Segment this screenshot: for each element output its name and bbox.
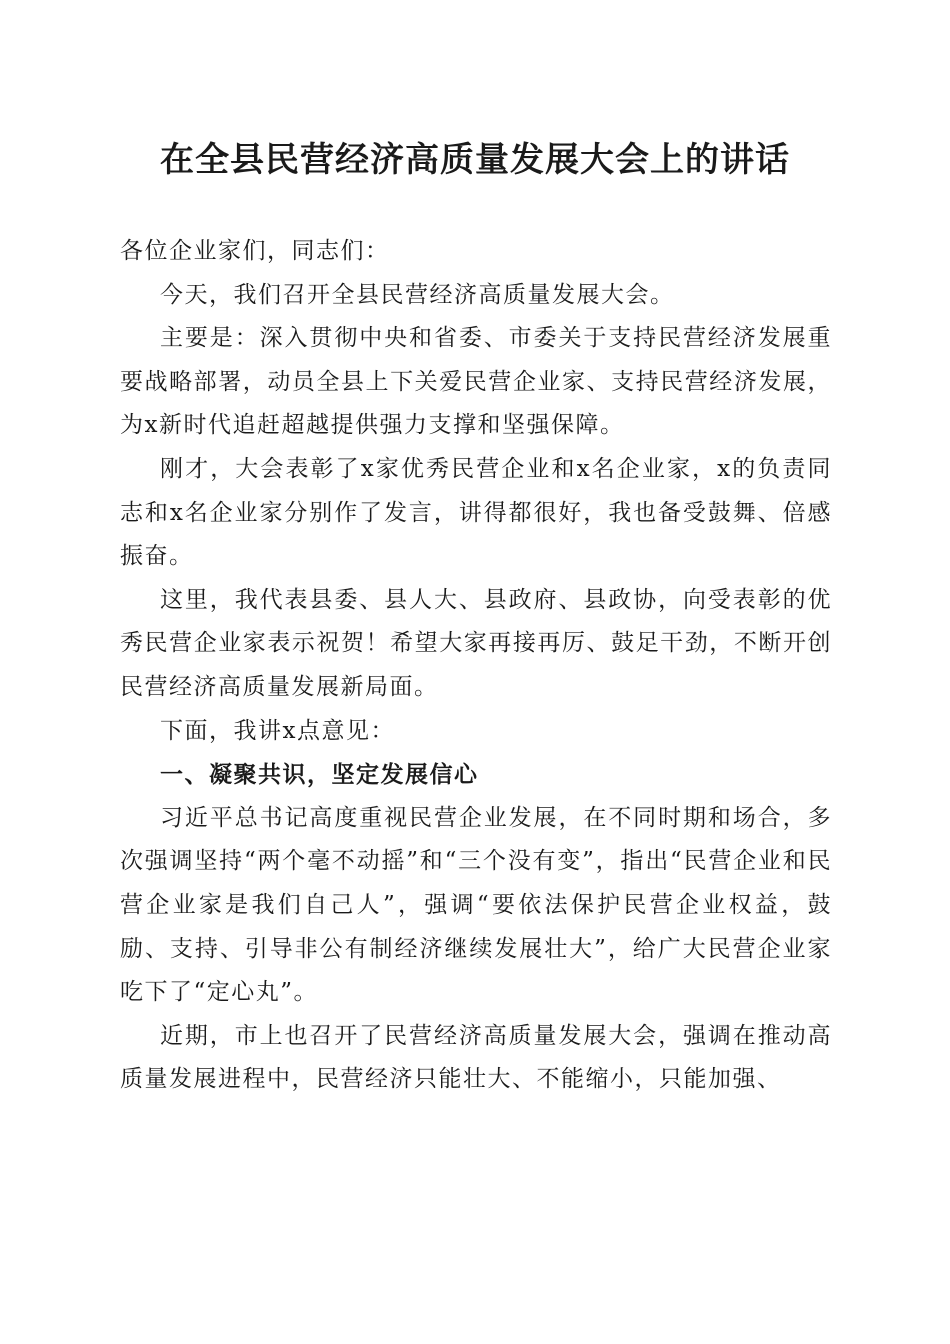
paragraph: 刚才，大会表彰了x家优秀民营企业和x名企业家，x的负责同志和x名企业家分别作了发言，讲得都很好，我也备受鼓舞、倍感振奋。 xyxy=(120,455,832,570)
section-heading: 一、凝聚共识，坚定发展信心 xyxy=(160,761,479,789)
paragraph: 下面，我讲x点意见： xyxy=(160,717,395,744)
paragraph: 近期，市上也召开了民营经济高质量发展大会，强调在推动高质量发展进程中，民营经济只能壮大、不能缩小，只能加强、 xyxy=(120,1022,832,1093)
document-body xyxy=(120,230,832,1102)
paragraph: 主要是：深入贯彻中央和省委、市委关于支持民营经济发展重要战略部署，动员全县上下关爱民营企业家、支持民营经济发展，为x新时代追赶超越提供强力支撑和坚强保障。 xyxy=(120,325,832,439)
salutation: 各位企业家们，同志们： xyxy=(120,238,390,264)
paragraph: 今天，我们召开全县民营经济高质量发展大会。 xyxy=(160,281,675,308)
document-title: 在全县民营经济高质量发展大会上的讲话 xyxy=(160,140,790,180)
paragraph: 这里，我代表县委、县人大、县政府、县政协，向受表彰的优秀民营企业家表示祝贺！希望大家再接再厉、鼓足干劲，不断开创民营经济高质量发展新局面。 xyxy=(120,586,832,700)
paragraph: 习近平总书记高度重视民营企业发展，在不同时期和场合，多次强调坚持“两个毫不动摇”和“三个没有变”，指出“民营企业和民营企业家是我们自己人”，强调“要依法保护民营企业权益，鼓励、支持、引导非公有制经济继续发展壮大”，给广大民营企业家吃下了“定心丸”。 xyxy=(120,804,832,1006)
